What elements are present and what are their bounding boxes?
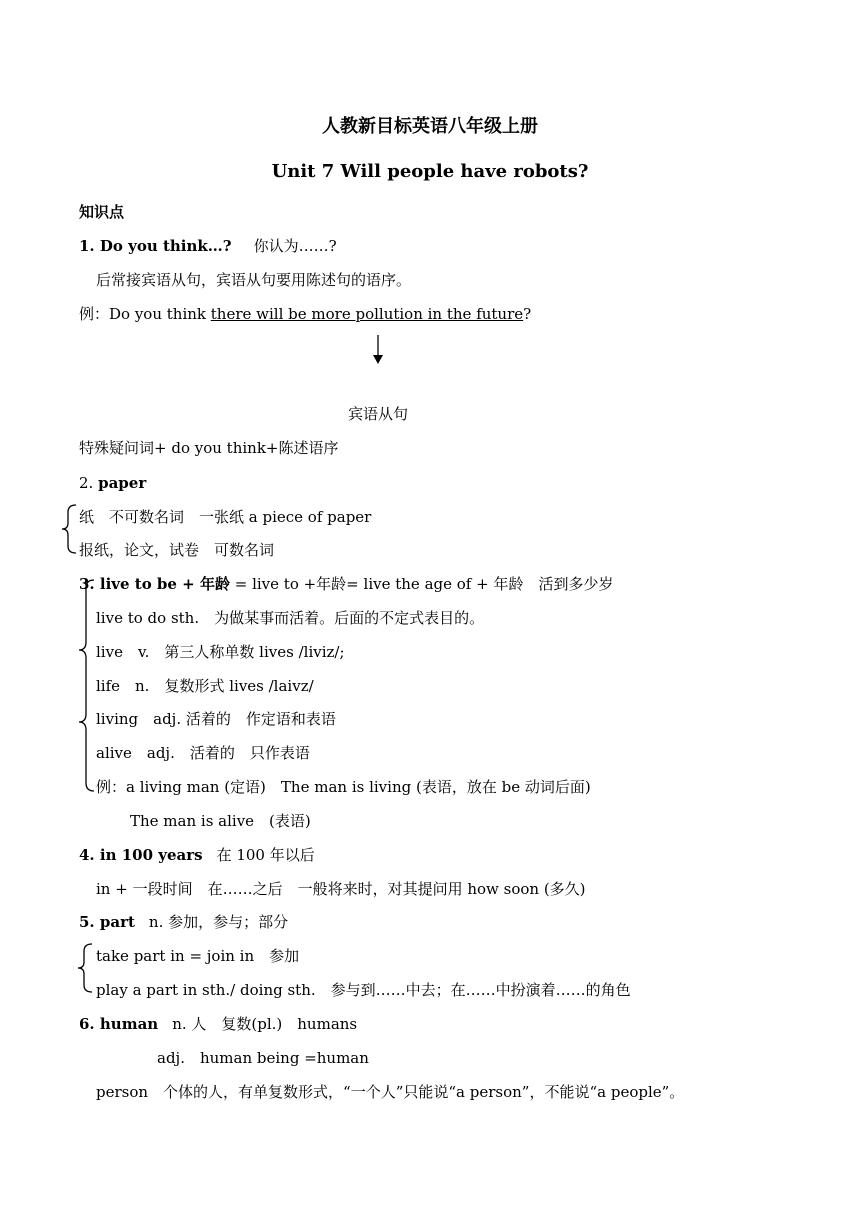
item5-head-rest: n. 参加，参与；部分 (148, 913, 289, 931)
item3-line6: 例：a living man (定语) The man is living (表语，放在 be 动词后面) (96, 778, 591, 796)
item5-head-bold: 5. part (79, 913, 135, 931)
item3-head-bold: 3. live to be + 年龄 (79, 575, 230, 593)
item1-example (79, 304, 531, 324)
item2-heading (79, 473, 146, 493)
item3-heading (79, 574, 613, 594)
item3-line3: life n. 复数形式 lives /laivz/ (96, 677, 314, 695)
item1-example-suffix: ? (523, 305, 532, 323)
item5-brace-icon (76, 942, 96, 994)
item3-line1: live to do sth. 为做某事而活着。后面的不定式表目的。 (96, 609, 485, 627)
unit-title: Unit 7 Will people have robots? (271, 161, 589, 182)
item6-line2: person 个体的人，有单复数形式，“一个人”只能说“a person”，不能说“a people”。 (96, 1083, 685, 1101)
item4-line1: in + 一段时间 在……之后 一般将来时，对其提问用 how soon (多久) (96, 880, 586, 898)
item1-example-prefix: 例：Do you think (79, 305, 211, 323)
item5-heading (79, 912, 288, 932)
item1-head-rest: 你认为……? (253, 237, 337, 255)
item3-brace-icon (76, 578, 98, 794)
item1-example-underlined: there will be more pollution in the future (210, 305, 524, 323)
item3-head-rest: = live to +年龄= live the age of + 年龄 活到多少岁 (229, 575, 614, 593)
item5-line1: take part in = join in 参加 (96, 947, 300, 965)
item6-line1: adj. human being =human (157, 1049, 369, 1067)
item1-arrow-label: 宾语从句 (348, 405, 409, 423)
item1-pattern: 特殊疑问词+ do you think+陈述语序 (79, 439, 339, 457)
item4-head-bold: 4. in 100 years (79, 846, 203, 864)
item2-brace-icon (60, 503, 80, 555)
down-arrow-icon (368, 333, 388, 367)
item2-line1: 纸 不可数名词 一张纸 a piece of paper (79, 508, 372, 526)
item2-head-bold: paper (98, 474, 147, 492)
section-label: 知识点 (79, 203, 125, 221)
item5-line2: play a part in sth./ doing sth. 参与到……中去；在……中扮演着……的角色 (96, 981, 631, 999)
item3-line4: living adj. 活着的 作定语和表语 (96, 710, 336, 728)
item2-head-num: 2. (79, 474, 99, 492)
item4-head-rest: 在 100 年以后 (216, 846, 315, 864)
item1-heading (79, 236, 337, 256)
item3-line7: The man is alive (表语) (130, 812, 311, 830)
item3-line2: live v. 第三人称单数 lives /liviz/; (96, 643, 345, 661)
item4-heading (79, 845, 315, 865)
item1-note: 后常接宾语从句，宾语从句要用陈述句的语序。 (96, 271, 412, 289)
item3-line5: alive adj. 活着的 只作表语 (96, 744, 310, 762)
item6-heading (79, 1014, 357, 1034)
item2-line2: 报纸，论文，试卷 可数名词 (79, 541, 275, 559)
document-title: 人教新目标英语八年级上册 (322, 116, 538, 137)
item6-head-bold: 6. human (79, 1015, 159, 1033)
item1-head-bold: 1. Do you think…? (79, 237, 232, 255)
item6-head-rest: n. 人 复数(pl.) humans (172, 1015, 358, 1033)
